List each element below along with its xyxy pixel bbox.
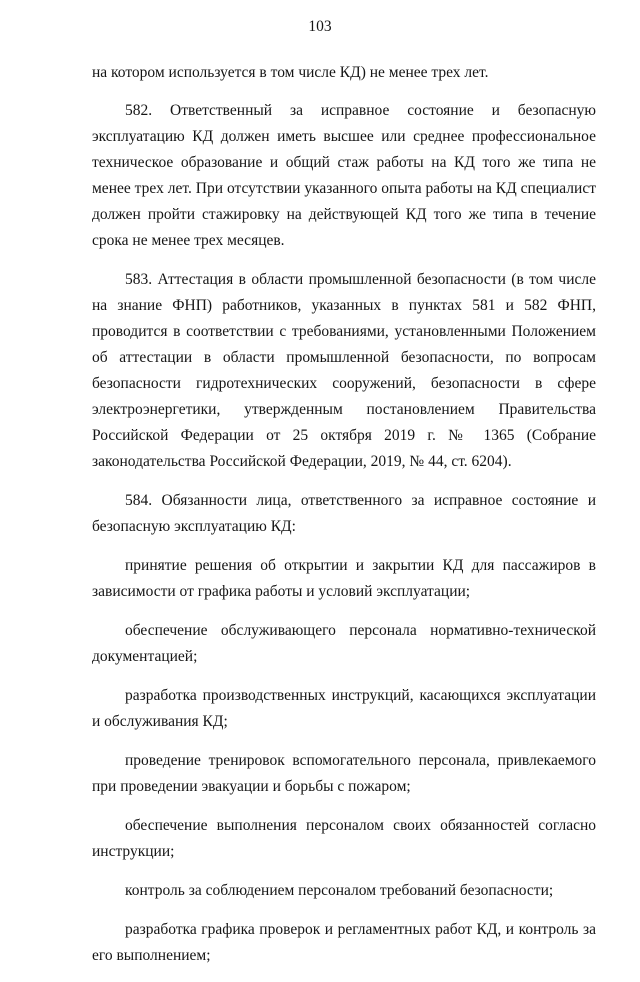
paragraph-584: 584. Обязанности лица, ответственного за исправное состояние и безопасную эксплуатацию КД: bbox=[92, 492, 596, 535]
list-item-inspection-schedule: разработка графика проверок и регламентных работ КД, и контроль за его выполнением; bbox=[92, 921, 596, 964]
list-item-safety-control: контроль за соблюдением персоналом требований безопасности; bbox=[125, 882, 554, 899]
paragraph-continuation: на котором используется в том числе КД) не менее трех лет. bbox=[92, 64, 489, 81]
list-item-production-instructions: разработка производственных инструкций, касающихся эксплуатации и обслуживания КД; bbox=[92, 687, 596, 730]
list-item-duties-compliance: обеспечение выполнения персоналом своих обязанностей согласно инструкции; bbox=[92, 817, 596, 860]
list-item-decision-opening-closing: принятие решения об открытии и закрытии КД для пассажиров в зависимости от графика работы и условий эксплуатации; bbox=[92, 557, 596, 600]
list-item-training: проведение тренировок вспомогательного персонала, привлекаемого при проведении эвакуации и борьбы с пожаром; bbox=[92, 752, 596, 795]
page-body bbox=[92, 60, 596, 982]
list-item-documentation: обеспечение обслуживающего персонала нормативно-технической документацией; bbox=[92, 622, 596, 665]
paragraph-583: 583. Аттестация в области промышленной безопасности (в том числе на знание ФНП) работников, указанных в пунктах 581 и 582 ФНП, проводится в соответствии с требованиями, установленными Положением об аттестации в области промышленной безопасности, по вопросам безопасности гидротехнических сооружений, безопасности в сфере электроэнергетики, утвержденным постановлением Правительства Российской Федерации от 25 октября 2019 г. № 1365 (Собрание законодательства Российской Федерации, 2019, № 44, ст. 6204). bbox=[92, 271, 596, 470]
paragraph-582: 582. Ответственный за исправное состояние и безопасную эксплуатацию КД должен иметь высшее или среднее профессиональное техническое образование и общий стаж работы на КД того же типа не менее трех лет. При отсутствии указанного опыта работы на КД специалист должен пройти стажировку на действующей КД того же типа в течение срока не менее трех месяцев. bbox=[92, 102, 596, 249]
page-number: 103 bbox=[308, 18, 332, 35]
